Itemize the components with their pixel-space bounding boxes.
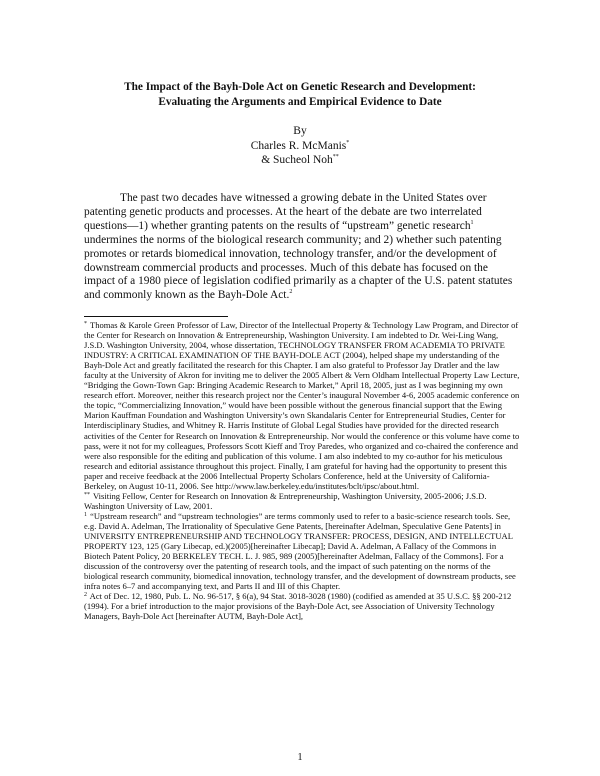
author-1-name: Charles R. McManis: [250, 139, 347, 152]
footnote-text: “Upstream research” and “upstream technologies” are terms commonly used to refer to a basic-science research tools. See, e.g. David A. Adelman, The Irrationality of Speculative Gene Patents, [hereinafter Adelman, Speculative Gene Patents] in UNIVERSITY ENTREPRENEURSHIP AND TECHNOLOGY TRANSFER: PROCESS, DESIGN, AND INTELLECTUAL PROPERTY 123, 125 (Gary Libecap, ed.)(2005)[hereinafter Libecap]; David A. Adelman, A Fallacy of the Commons in Biotech Patent Policy, 20 BERKELEY TECH. L. J. 985, 989 (2005)[hereinafter Adelman, Fallacy of the Commons]. For a discussion of the controversy over the patenting of research tools, and the impact of such patenting on the norms of the biological research community, biomedical innovation, technology transfer, and the development of downstream products, see infra notes 6–7 and accompanying text, and Parts II and III of this Chapter.: [84, 510, 516, 592]
footnotes: [84, 320, 520, 621]
byline-by: By: [293, 125, 307, 137]
footnote-text: Thomas & Karole Green Professor of Law, Director of the Intellectual Property & Technology Law Program, and Director of the Center for Research on Innovation & Entrepreneurship, Washington University. I am indebted to Dr. Wei-Ling Wang, J.S.D. Washington University, 2004, whose dissertation, TECHNOLOGY TRANSFER FROM ACADEMIA TO PRIVATE INDUSTRY: A CRITICAL EXAMINATION OF THE BAYH-DOLE ACT (2004), helped shape my understanding of the Bayh-Dole Act and greatly facilitated the research for this Chapter. I am also grateful to Professor Jay Dratler and the law faculty at the University of Akron for inviting me to deliver the 2005 Albert & Vern Oldham Intellectual Property Law Lecture, “Bridging the Gown-Town Gap: Bringing Academic Research to Market,” April 18, 2005, just as I was beginning my own research effort. Moreover, neither this research project nor the Center’s inaugural November 4-6, 2005 academic conference on the topic, “Commercializing Innovation,” would have been possible without the generous financial support that the Ewing Marion Kauffman Foundation and Washington University’s own Skandalaris Center for Entrepreneurial Studies, Center for Interdisciplinary Studies, and Whitney R. Harris Institute of Global Legal Studies have provided for the directed research activities of the Center for Research on Innovation & Entrepreneurship. Nor would the conference or this volume have come to pass, were it not for my colleagues, Professors Scott Kieff and Troy Paredes, who organized and co-chaired the conference and were also responsible for the editing and publication of this volume. I am also indebted to my co-author for his meticulous research and editorial assistance throughout this project. Finally, I am grateful for having had the opportunity to present this paper and receive feedback at the 2006 Intellectual Property Scholars Conference, held at the University of California-Berkeley, on August 10-11, 2006. See http://www.law.berkeley.edu/institutes/bclt/ipsc/about.html.: [84, 320, 520, 491]
footnote-text: Visiting Fellow, Center for Research on Innovation & Entrepreneurship, Washington University, 2005-2006; J.S.D. Washington University of Law, 2001.: [84, 490, 487, 511]
footnote: [84, 511, 520, 591]
author-2-name: & Sucheol Noh: [261, 154, 333, 166]
footnote-mark: **: [84, 491, 90, 498]
footnote-separator: [84, 316, 228, 317]
title-line-1: The Impact of the Bayh-Dole Act on Genetic Research and Development:: [124, 81, 476, 93]
author-2: [150, 153, 450, 168]
paper-title: [80, 80, 520, 110]
body-text: [84, 192, 518, 303]
page-number: 1: [297, 752, 303, 763]
footnote-text: Act of Dec. 12, 1980, Pub. L. No. 96-517, § 6(a), 94 Stat. 3018-3028 (1980) (codified as amended at 35 U.S.C. §§ 200-212 (1994). For a brief introduction to the major provisions of the Bayh-Dole Act, see Association of University Technology Managers, Bayh-Dole Act [hereinafter AUTM, Bayh-Dole Act],: [84, 591, 512, 622]
intro-text-part-2: undermines the norms of the biological research community; and 2) whether such patenting promotes or retards biomedical innovation, technology transfer, and/or the development of downstream commercial products and processes. Much of this debate has focused on the impact of a 1980 piece of legislation codified primarily as a chapter of the U.S. patent statutes and commonly known as the Bayh-Dole Act.: [84, 233, 513, 302]
author-1: [150, 139, 450, 154]
footnote-ref-2: 2: [289, 289, 293, 296]
byline: [150, 124, 450, 168]
intro-text-part-1: The past two decades have witnessed a growing debate in the United States over patenting genetic products and processes. At the heart of the debate are two interrelated questions—1) whether granting patents on the results of “upstream” genetic research: [84, 192, 487, 232]
footnote-mark: 1: [84, 511, 87, 518]
footnote: [84, 320, 520, 491]
footnote: [84, 491, 520, 511]
footnote-mark: 2: [84, 592, 87, 599]
author-1-footnote-mark: *: [346, 139, 350, 146]
title-line-2: Evaluating the Arguments and Empirical Evidence to Date: [158, 96, 442, 108]
author-2-footnote-mark: **: [332, 154, 339, 160]
footnote-ref-1: 1: [470, 219, 474, 226]
footnote: [84, 591, 520, 621]
footnote-mark: *: [84, 321, 87, 327]
intro-paragraph: [84, 192, 518, 303]
